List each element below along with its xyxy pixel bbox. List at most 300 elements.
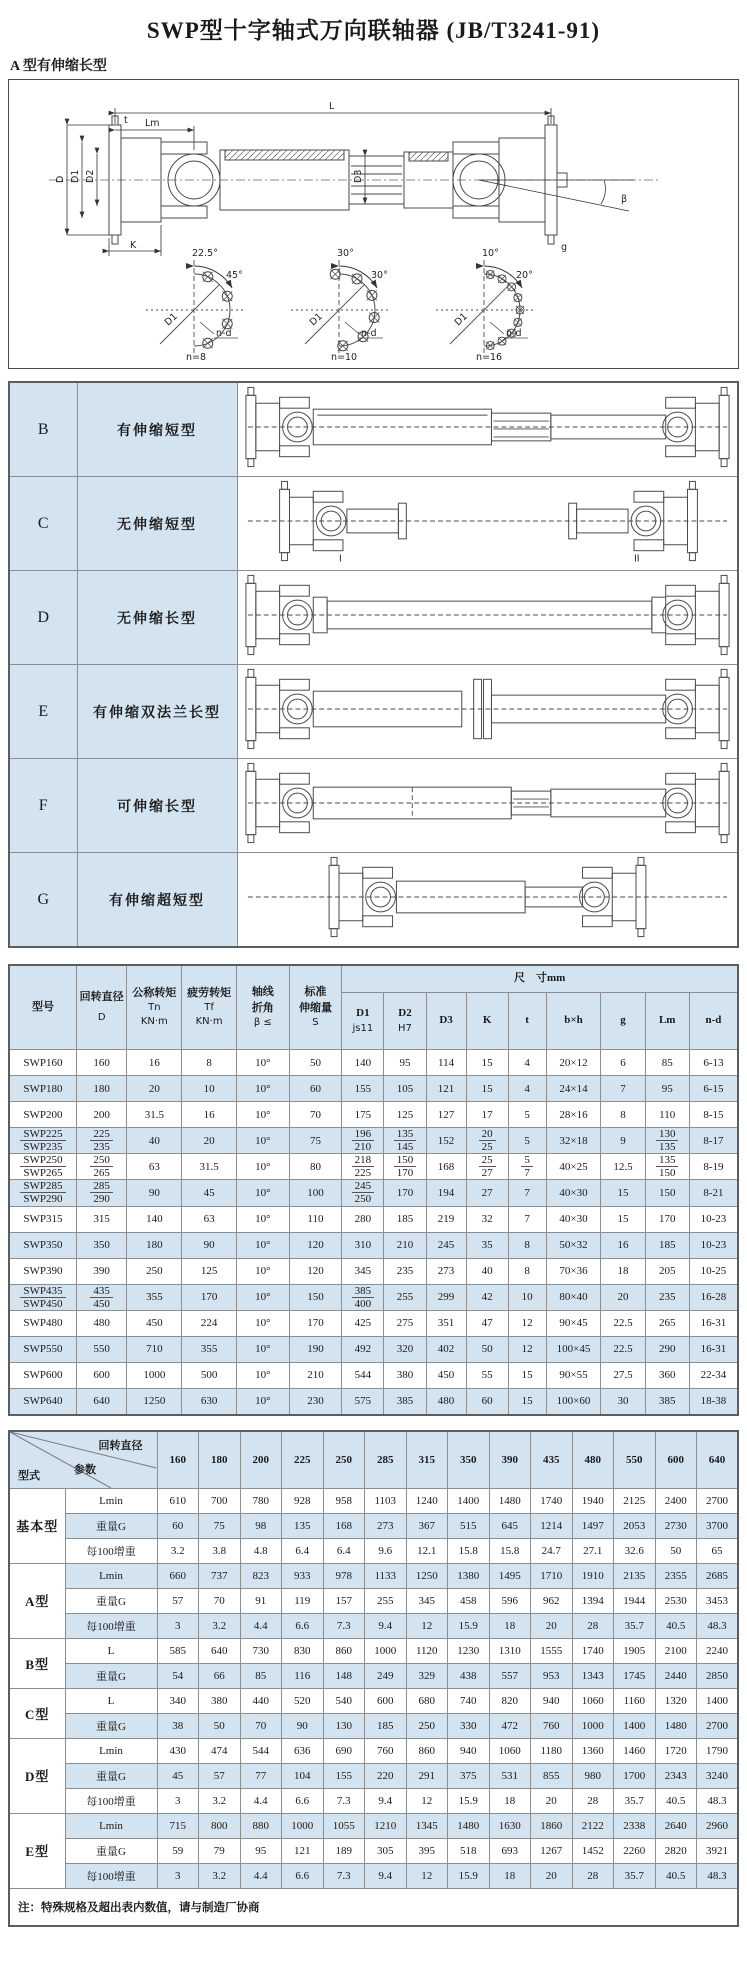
param-value-cell: 660 xyxy=(157,1563,199,1588)
dim-cell-t: 8 xyxy=(508,1232,546,1258)
param-diameter-header: 390 xyxy=(489,1431,531,1489)
param-row-label: Lmin xyxy=(65,1813,157,1838)
detail-angle1-label: 22.5° xyxy=(192,248,218,259)
dim-row xyxy=(9,1180,738,1206)
param-diameter-header: 480 xyxy=(572,1431,614,1489)
type-code-cell: G xyxy=(9,853,77,948)
dim-cell-bh: 90×45 xyxy=(546,1310,601,1336)
param-value-cell: 1460 xyxy=(614,1738,656,1763)
param-value-cell: 958 xyxy=(323,1488,365,1513)
param-group-name: C型 xyxy=(9,1688,65,1738)
note-text: 注：特殊规格及超出表内数值，请与制造厂协商 xyxy=(9,1888,738,1926)
dim-cell-bh: 100×45 xyxy=(546,1336,601,1362)
dim-cell-tn: 20 xyxy=(127,1076,182,1102)
type-code-cell: D xyxy=(9,571,77,665)
param-value-cell: 1250 xyxy=(406,1563,448,1588)
dim-cell-model: SWP250 SWP265 xyxy=(9,1154,76,1180)
param-value-cell: 1103 xyxy=(365,1488,407,1513)
param-value-cell: 531 xyxy=(489,1763,531,1788)
dim-cell-t: 15 xyxy=(508,1388,546,1415)
dim-cell-s: 50 xyxy=(289,1050,342,1076)
dim-cell-tf: 8 xyxy=(182,1050,237,1076)
param-value-cell: 515 xyxy=(448,1513,490,1538)
page xyxy=(8,0,739,1927)
param-value-cell: 1240 xyxy=(406,1488,448,1513)
param-value-cell: 4.4 xyxy=(240,1788,282,1813)
dim-cell-s: 60 xyxy=(289,1076,342,1102)
param-value-cell: 65 xyxy=(697,1538,739,1563)
param-value-cell: 48.3 xyxy=(697,1788,739,1813)
dim-cell-d3: 402 xyxy=(426,1336,466,1362)
dim-cell-model: SWP285 SWP290 xyxy=(9,1180,76,1206)
param-value-cell: 980 xyxy=(572,1763,614,1788)
type-drawing-cell xyxy=(237,477,738,571)
dim-cell-d3: 114 xyxy=(426,1050,466,1076)
param-value-cell: 4.8 xyxy=(240,1538,282,1563)
param-value-cell: 48.3 xyxy=(697,1613,739,1638)
param-value-cell: 3.2 xyxy=(199,1613,241,1638)
dim-cell-k: 27 xyxy=(466,1180,508,1206)
param-value-cell: 70 xyxy=(199,1588,241,1613)
param-value-cell: 2343 xyxy=(655,1763,697,1788)
dim-cell-tf: 20 xyxy=(182,1128,237,1154)
param-value-cell: 700 xyxy=(199,1488,241,1513)
dim-cell-d2: 380 xyxy=(384,1362,426,1388)
corner-label-type: 型式 xyxy=(18,1469,40,1482)
param-value-cell: 1940 xyxy=(572,1488,614,1513)
param-value-cell: 693 xyxy=(489,1838,531,1863)
coupling-drawing xyxy=(240,665,735,753)
param-value-cell: 953 xyxy=(531,1663,573,1688)
param-value-cell: 40.5 xyxy=(655,1788,697,1813)
dim-cell-d3: 127 xyxy=(426,1102,466,1128)
dim-cell-tn: 40 xyxy=(127,1128,182,1154)
dim-cell-lm: 170 xyxy=(645,1206,689,1232)
dim-cell-nd: 16-31 xyxy=(689,1336,738,1362)
dim-cell-nd: 6-15 xyxy=(689,1076,738,1102)
dim-cell-s: 75 xyxy=(289,1128,342,1154)
param-value-cell: 600 xyxy=(365,1688,407,1713)
dim-g-label: g xyxy=(561,242,568,253)
param-row xyxy=(9,1663,738,1688)
type-name-cell: 可伸缩长型 xyxy=(77,759,237,853)
dim-cell-d: 350 xyxy=(76,1232,127,1258)
dim-cell-d1: 140 xyxy=(342,1050,384,1076)
dim-cell-nd: 8-19 xyxy=(689,1154,738,1180)
type-drawing-cell xyxy=(237,571,738,665)
dim-cell-g: 15 xyxy=(601,1180,645,1206)
dim-size-col-header: Lm xyxy=(645,993,689,1050)
detail-angle2-label: 30° xyxy=(371,270,388,281)
dim-cell-s: 70 xyxy=(289,1102,342,1128)
dim-cell-d: 600 xyxy=(76,1362,127,1388)
dim-cell-d: 160 xyxy=(76,1050,127,1076)
page-title: SWP型十字轴式万向联轴器 (JB/T3241-91) xyxy=(146,18,601,43)
param-value-cell: 4.4 xyxy=(240,1613,282,1638)
dim-cell-lm: 85 xyxy=(645,1050,689,1076)
param-value-cell: 18 xyxy=(489,1863,531,1888)
param-row xyxy=(9,1813,738,1838)
param-value-cell: 6.4 xyxy=(282,1538,324,1563)
dim-cell-d1: 544 xyxy=(342,1362,384,1388)
dim-cell-d3: 219 xyxy=(426,1206,466,1232)
param-value-cell: 1343 xyxy=(572,1663,614,1688)
type-row-B xyxy=(9,382,738,477)
dim-table-body xyxy=(9,1050,738,1415)
param-diameter-header: 200 xyxy=(240,1431,282,1489)
param-value-cell: 1630 xyxy=(489,1813,531,1838)
param-value-cell: 15.8 xyxy=(448,1538,490,1563)
dim-cell-t: 15 xyxy=(508,1362,546,1388)
coupling-drawing xyxy=(240,759,735,847)
dim-row xyxy=(9,1388,738,1415)
dim-cell-lm: 290 xyxy=(645,1336,689,1362)
param-value-cell: 291 xyxy=(406,1763,448,1788)
param-value-cell: 1400 xyxy=(697,1688,739,1713)
param-row xyxy=(9,1863,738,1888)
dim-cell-d: 200 xyxy=(76,1102,127,1128)
corner-label-diameter: 回转直径 xyxy=(98,1439,143,1452)
dim-cell-nd: 8-21 xyxy=(689,1180,738,1206)
bolt-circle-detail-views xyxy=(146,248,536,363)
dim-cell-k: 60 xyxy=(466,1388,508,1415)
param-value-cell: 32.6 xyxy=(614,1538,656,1563)
dim-cell-s: 230 xyxy=(289,1388,342,1415)
dim-cell-d: 480 xyxy=(76,1310,127,1336)
param-value-cell: 57 xyxy=(157,1588,199,1613)
detail-D1-label: D1 xyxy=(307,311,325,329)
param-group-name: A型 xyxy=(9,1563,65,1638)
param-value-cell: 305 xyxy=(365,1838,407,1863)
param-diameter-header: 640 xyxy=(697,1431,739,1489)
dim-cell-k: 32 xyxy=(466,1206,508,1232)
param-value-cell: 940 xyxy=(531,1688,573,1713)
param-value-cell: 760 xyxy=(365,1738,407,1763)
param-value-cell: 1267 xyxy=(531,1838,573,1863)
param-value-cell: 520 xyxy=(282,1688,324,1713)
dim-cell-bh: 40×30 xyxy=(546,1180,601,1206)
param-value-cell: 20 xyxy=(531,1863,573,1888)
svg-text:II: II xyxy=(633,553,640,565)
dim-cell-t: $\frac{5}{7}$ xyxy=(508,1154,546,1180)
dim-cell-d1: $\frac{245}{250}$ xyxy=(342,1180,384,1206)
dim-cell-tf: 16 xyxy=(182,1102,237,1128)
dim-cell-d: 390 xyxy=(76,1258,127,1284)
param-value-cell: 1495 xyxy=(489,1563,531,1588)
param-row-label: 每100增重 xyxy=(65,1788,157,1813)
param-group-name: D型 xyxy=(9,1738,65,1813)
dim-cell-t: 5 xyxy=(508,1102,546,1128)
dim-cell-tn: 140 xyxy=(127,1206,182,1232)
dim-cell-tf: 45 xyxy=(182,1180,237,1206)
dim-size-col-header: D3 xyxy=(426,993,466,1050)
dim-cell-bh: 24×14 xyxy=(546,1076,601,1102)
param-value-cell: 273 xyxy=(365,1513,407,1538)
dim-cell-d2: 95 xyxy=(384,1050,426,1076)
param-value-cell: 928 xyxy=(282,1488,324,1513)
param-value-cell: 540 xyxy=(323,1688,365,1713)
param-value-cell: 98 xyxy=(240,1513,282,1538)
param-value-cell: 1230 xyxy=(448,1638,490,1663)
param-row-label: Lmin xyxy=(65,1563,157,1588)
param-value-cell: 85 xyxy=(240,1663,282,1688)
dim-cell-d1: 425 xyxy=(342,1310,384,1336)
param-value-cell: 250 xyxy=(406,1713,448,1738)
dim-cell-tn: 1000 xyxy=(127,1362,182,1388)
dim-cell-t: 12 xyxy=(508,1310,546,1336)
param-value-cell: 1380 xyxy=(448,1563,490,1588)
dim-row xyxy=(9,1310,738,1336)
param-value-cell: 1360 xyxy=(572,1738,614,1763)
type-drawing-cell xyxy=(237,853,738,948)
param-value-cell: 636 xyxy=(282,1738,324,1763)
param-value-cell: 544 xyxy=(240,1738,282,1763)
param-value-cell: 860 xyxy=(323,1638,365,1663)
param-row-label: 重量G xyxy=(65,1763,157,1788)
param-value-cell: 340 xyxy=(157,1688,199,1713)
param-value-cell: 780 xyxy=(240,1488,282,1513)
param-value-cell: 458 xyxy=(448,1588,490,1613)
type-code-cell: F xyxy=(9,759,77,853)
dim-cell-lm: 385 xyxy=(645,1388,689,1415)
param-value-cell: 12 xyxy=(406,1863,448,1888)
param-header-row xyxy=(9,1431,738,1489)
dim-header-beta: 轴线 折角 β ≤ xyxy=(236,965,289,1050)
dim-cell-tf: 63 xyxy=(182,1206,237,1232)
param-value-cell: 1160 xyxy=(614,1688,656,1713)
param-value-cell: 15.9 xyxy=(448,1788,490,1813)
dim-cell-d1: $\frac{218}{225}$ xyxy=(342,1154,384,1180)
param-value-cell: 855 xyxy=(531,1763,573,1788)
dim-cell-t: 4 xyxy=(508,1076,546,1102)
dim-cell-lm: 360 xyxy=(645,1362,689,1388)
param-value-cell: 3921 xyxy=(697,1838,739,1863)
dim-cell-lm: $\frac{130}{135}$ xyxy=(645,1128,689,1154)
param-value-cell: 6.6 xyxy=(282,1613,324,1638)
param-value-cell: 7.3 xyxy=(323,1613,365,1638)
param-value-cell: 1480 xyxy=(655,1713,697,1738)
param-value-cell: 760 xyxy=(531,1713,573,1738)
type-name-cell: 有伸缩超短型 xyxy=(77,853,237,948)
dimension-labels xyxy=(55,101,627,253)
param-value-cell: 1555 xyxy=(531,1638,573,1663)
dim-cell-k: 15 xyxy=(466,1050,508,1076)
param-value-cell: 438 xyxy=(448,1663,490,1688)
dim-cell-tf: 125 xyxy=(182,1258,237,1284)
param-value-cell: 185 xyxy=(365,1713,407,1738)
param-value-cell: 345 xyxy=(406,1588,448,1613)
param-value-cell: 2850 xyxy=(697,1663,739,1688)
dim-cell-beta: 10° xyxy=(236,1102,289,1128)
dim-cell-model: SWP550 xyxy=(9,1336,76,1362)
dim-size-col-header: g xyxy=(601,993,645,1050)
dim-cell-lm: $\frac{135}{150}$ xyxy=(645,1154,689,1180)
dim-cell-tn: 90 xyxy=(127,1180,182,1206)
dim-cell-d3: 121 xyxy=(426,1076,466,1102)
param-diameter-header: 550 xyxy=(614,1431,656,1489)
detail-nd-label: n-d xyxy=(216,328,232,339)
param-value-cell: 380 xyxy=(199,1688,241,1713)
param-value-cell: 9.4 xyxy=(365,1788,407,1813)
type-row-C xyxy=(9,477,738,571)
param-value-cell: 823 xyxy=(240,1563,282,1588)
param-value-cell: 610 xyxy=(157,1488,199,1513)
param-value-cell: 121 xyxy=(282,1838,324,1863)
dim-cell-bh: 28×16 xyxy=(546,1102,601,1128)
dim-cell-s: 120 xyxy=(289,1258,342,1284)
param-value-cell: 2700 xyxy=(697,1488,739,1513)
param-value-cell: 1000 xyxy=(365,1638,407,1663)
detail-nd-label: n-d xyxy=(506,328,522,339)
param-value-cell: 737 xyxy=(199,1563,241,1588)
dim-cell-model: SWP480 xyxy=(9,1310,76,1336)
dim-cell-d1: 310 xyxy=(342,1232,384,1258)
param-value-cell: 690 xyxy=(323,1738,365,1763)
dim-cell-d2: 235 xyxy=(384,1258,426,1284)
param-value-cell: 1400 xyxy=(448,1488,490,1513)
param-value-cell: 20 xyxy=(531,1788,573,1813)
dim-cell-beta: 10° xyxy=(236,1050,289,1076)
param-value-cell: 2400 xyxy=(655,1488,697,1513)
dim-cell-nd: 18-38 xyxy=(689,1388,738,1415)
param-value-cell: 1745 xyxy=(614,1663,656,1688)
param-value-cell: 3453 xyxy=(697,1588,739,1613)
param-row-label: 重量G xyxy=(65,1588,157,1613)
param-value-cell: 40.5 xyxy=(655,1613,697,1638)
dim-cell-d1: 575 xyxy=(342,1388,384,1415)
dim-cell-bh: 40×30 xyxy=(546,1206,601,1232)
dim-cell-tf: 224 xyxy=(182,1310,237,1336)
param-value-cell: 1790 xyxy=(697,1738,739,1763)
dim-cell-d1: $\frac{196}{210}$ xyxy=(342,1128,384,1154)
dim-cell-d1: 175 xyxy=(342,1102,384,1128)
corner-label-param: 参数 xyxy=(74,1463,96,1476)
dim-cell-g: 8 xyxy=(601,1102,645,1128)
param-value-cell: 440 xyxy=(240,1688,282,1713)
param-value-cell: 90 xyxy=(282,1713,324,1738)
param-value-cell: 1133 xyxy=(365,1563,407,1588)
dim-cell-d3: 194 xyxy=(426,1180,466,1206)
param-value-cell: 2820 xyxy=(655,1838,697,1863)
dim-cell-s: 110 xyxy=(289,1206,342,1232)
param-value-cell: 1720 xyxy=(655,1738,697,1763)
dim-cell-k: 55 xyxy=(466,1362,508,1388)
dim-cell-g: 6 xyxy=(601,1050,645,1076)
param-value-cell: 2730 xyxy=(655,1513,697,1538)
dim-cell-d: $\frac{250}{265}$ xyxy=(76,1154,127,1180)
dim-cell-bh: 100×60 xyxy=(546,1388,601,1415)
detail-D1-label: D1 xyxy=(452,311,470,329)
param-value-cell: 6.6 xyxy=(282,1788,324,1813)
param-row-label: L xyxy=(65,1688,157,1713)
dim-row xyxy=(9,1102,738,1128)
dim-D2-label: D2 xyxy=(85,169,96,183)
param-value-cell: 640 xyxy=(199,1638,241,1663)
param-row-label: L xyxy=(65,1638,157,1663)
param-value-cell: 1910 xyxy=(572,1563,614,1588)
param-value-cell: 1700 xyxy=(614,1763,656,1788)
type-row-E xyxy=(9,665,738,759)
dim-size-col-header: D2 H7 xyxy=(384,993,426,1050)
dim-cell-t: 7 xyxy=(508,1206,546,1232)
param-value-cell: 1320 xyxy=(655,1688,697,1713)
dim-cell-beta: 10° xyxy=(236,1258,289,1284)
type-row-G xyxy=(9,853,738,948)
dim-cell-beta: 10° xyxy=(236,1336,289,1362)
dim-cell-model: SWP350 xyxy=(9,1232,76,1258)
param-value-cell: 1060 xyxy=(572,1688,614,1713)
coupling-drawing xyxy=(240,383,735,471)
detail-caption: n=16 xyxy=(476,352,503,363)
dim-cell-bh: 40×25 xyxy=(546,1154,601,1180)
dim-cell-s: 190 xyxy=(289,1336,342,1362)
param-value-cell: 1055 xyxy=(323,1813,365,1838)
param-value-cell: 1497 xyxy=(572,1513,614,1538)
dim-cell-d2: 185 xyxy=(384,1206,426,1232)
param-diameter-header: 250 xyxy=(323,1431,365,1489)
param-value-cell: 1740 xyxy=(531,1488,573,1513)
detail-caption: n=10 xyxy=(331,352,358,363)
dim-cell-model: SWP315 xyxy=(9,1206,76,1232)
page-subtitle: A 型有伸缩长型 xyxy=(10,59,107,74)
param-value-cell: 1000 xyxy=(282,1813,324,1838)
param-value-cell: 1944 xyxy=(614,1588,656,1613)
dim-cell-t: 8 xyxy=(508,1258,546,1284)
param-value-cell: 12.1 xyxy=(406,1538,448,1563)
dim-cell-beta: 10° xyxy=(236,1284,289,1310)
dim-cell-d2: $\frac{150}{170}$ xyxy=(384,1154,426,1180)
param-row-label: 每100增重 xyxy=(65,1863,157,1888)
dim-cell-tn: 355 xyxy=(127,1284,182,1310)
detail-nd-label: n-d xyxy=(361,328,377,339)
dim-cell-nd: 10-23 xyxy=(689,1206,738,1232)
dim-row xyxy=(9,1076,738,1102)
type-code-cell: B xyxy=(9,382,77,477)
param-value-cell: 148 xyxy=(323,1663,365,1688)
param-value-cell: 3.2 xyxy=(157,1538,199,1563)
param-value-cell: 3.2 xyxy=(199,1863,241,1888)
coupling-drawing xyxy=(240,571,735,659)
param-value-cell: 155 xyxy=(323,1763,365,1788)
dim-cell-k: 40 xyxy=(466,1258,508,1284)
param-value-cell: 7.3 xyxy=(323,1863,365,1888)
dim-cell-t: 5 xyxy=(508,1128,546,1154)
dim-cell-tn: 16 xyxy=(127,1050,182,1076)
dim-cell-nd: 8-17 xyxy=(689,1128,738,1154)
param-value-cell: 596 xyxy=(489,1588,531,1613)
type-drawing-cell xyxy=(237,382,738,477)
dim-cell-model: SWP180 xyxy=(9,1076,76,1102)
dim-header-row-1 xyxy=(9,965,738,993)
dim-row xyxy=(9,1336,738,1362)
param-value-cell: 820 xyxy=(489,1688,531,1713)
note-row xyxy=(9,1888,738,1926)
dim-cell-bh: 90×55 xyxy=(546,1362,601,1388)
dim-header-model: 型号 xyxy=(9,965,76,1050)
dim-size-col-header: t xyxy=(508,993,546,1050)
dim-header-s: 标准 伸缩量 S xyxy=(289,965,342,1050)
param-row-label: Lmin xyxy=(65,1738,157,1763)
param-value-cell: 940 xyxy=(448,1738,490,1763)
param-value-cell: 2135 xyxy=(614,1563,656,1588)
dim-cell-nd: 10-23 xyxy=(689,1232,738,1258)
param-row xyxy=(9,1688,738,1713)
dim-cell-model: SWP640 xyxy=(9,1388,76,1415)
coupling-drawing xyxy=(240,853,735,941)
param-value-cell: 255 xyxy=(365,1588,407,1613)
param-value-cell: 2700 xyxy=(697,1713,739,1738)
param-table xyxy=(8,1430,739,1927)
